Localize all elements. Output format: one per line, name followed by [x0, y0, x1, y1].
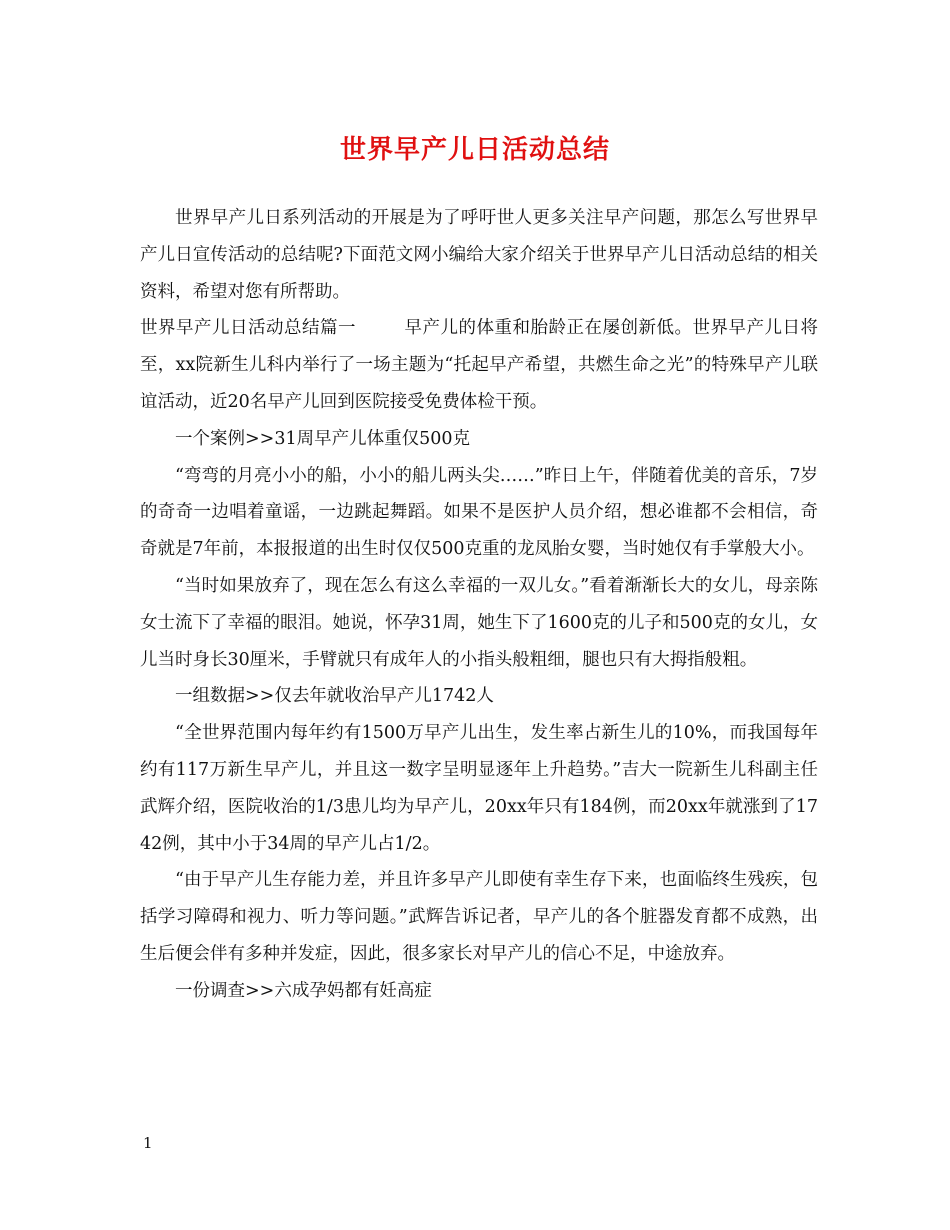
section-heading: 世界早产儿日活动总结篇一 [140, 318, 356, 339]
subheading-case: 一个案例>>31周早产儿体重仅500克 [175, 428, 470, 449]
body-paragraph: “弯弯的月亮小小的船，小小的船儿两头尖……”昨日上午，伴随着优美的音乐，7岁的奇奇一边唱着童谣，一边跳起舞蹈。如果不是医护人员介绍，想必谁都不会相信，奇奇就是7年前，本报报道的出生时仅仅500克重的龙凤胎女婴，当时她仅有手掌般大小。 [140, 465, 818, 560]
body-paragraph: “当时如果放弃了，现在怎么有这么幸福的一双儿女。”看着渐渐长大的女儿，母亲陈女士流下了幸福的眼泪。她说，怀孕31周，她生下了1600克的儿子和500克的女儿，女儿当时身长30厘米，手臂就只有成年人的小指头般粗细，腿也只有大拇指般粗。 [140, 575, 818, 670]
body-paragraph: “由于早产儿生存能力差，并且许多早产儿即使有幸生存下来，也面临终生残疾，包括学习障碍和视力、听力等问题。”武辉告诉记者，早产儿的各个脏器发育都不成熟，出生后便会伴有多种并发症，因此，很多家长对早产儿的信心不足，中途放弃。 [140, 870, 818, 964]
section-lead-text: 早产儿的体重和胎龄正在屡创新低。世界早产儿日将至，xx院新生儿科内举行了一场主题为“托起早产希望，共燃生命之光”的特殊早产儿联谊活动，近20名早产儿回到医院接受免费体检干预。 [140, 318, 818, 412]
document-body [140, 200, 818, 1010]
document-title: 世界早产儿日活动总结 [339, 135, 610, 165]
subheading-data: 一组数据>>仅去年就收治早产儿1742人 [175, 686, 494, 707]
intro-paragraph: 世界早产儿日系列活动的开展是为了呼吁世人更多关注早产问题，那怎么写世界早产儿日宣传活动的总结呢?下面范文网小编给大家介绍关于世界早产儿日活动总结的相关资料，希望对您有所帮助。 [140, 208, 818, 302]
subheading-survey: 一份调查>>六成孕妈都有妊高症 [175, 980, 432, 1001]
page-number: 1 [143, 1134, 153, 1152]
section-paragraph [140, 310, 818, 420]
body-paragraph: “全世界范围内每年约有1500万早产儿出生，发生率占新生儿的10%，而我国每年约有117万新生早产儿，并且这一数字呈明显逐年上升趋势。”吉大一院新生儿科副主任武辉介绍，医院收治的1/3患儿均为早产儿，20xx年只有184例，而20xx年就涨到了1742例，其中小于34周的早产儿占1/2。 [140, 723, 818, 854]
